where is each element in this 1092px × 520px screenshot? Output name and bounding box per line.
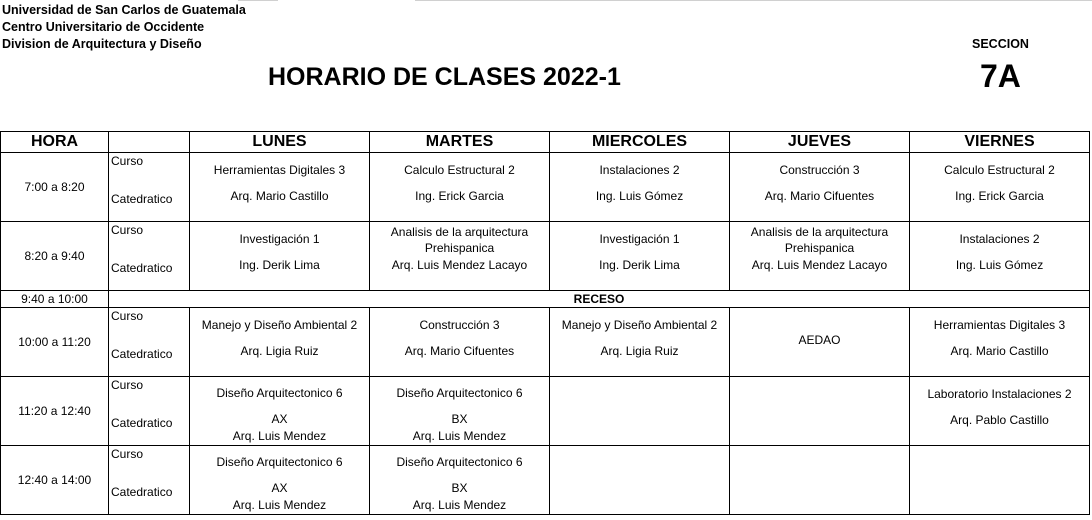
class-cell-martes [370,377,550,446]
instructor-line: Arq. Ligia Ruiz [240,344,319,358]
col-header-jueves: JUEVES [730,132,910,153]
time-slot: 11:20 a 12:40 [1,377,109,446]
course-name: Herramientas Digitales 3 [213,163,346,177]
class-cell-lunes [190,222,370,291]
time-slot: 7:00 a 8:20 [1,153,109,222]
instructor-line: Arq. Mario Castillo [230,189,329,203]
receso-label: RECESO [109,291,1090,308]
course-name: Investigación 1 [599,232,680,246]
class-cell-martes [370,153,550,222]
class-cell-jueves [730,377,910,446]
course-name: AEDAO [798,333,841,347]
table-row [1,222,1090,291]
time-slot: 12:40 a 14:00 [1,446,109,515]
top-divider [238,0,278,1]
course-name: Diseño Arquitectonico 6 [396,386,523,400]
course-name: Construcción 3 [779,163,860,177]
course-name: Analisis de la arquitectura [750,225,889,239]
class-cell-lunes [190,377,370,446]
catedratico-label: Catedratico [111,261,173,275]
table-row [1,153,1090,222]
course-name: Laboratorio Instalaciones 2 [927,387,1072,401]
instructor-line: Arq. Pablo Castillo [950,413,1049,427]
curso-label: Curso [111,309,144,323]
class-cell-viernes [910,222,1090,291]
class-cell-miercoles [550,222,730,291]
instructor-line: Arq. Mario Cifuentes [404,344,515,358]
instructor-line: Ing. Erick Garcia [955,189,1044,203]
receso-row [1,291,1090,308]
catedratico-label: Catedratico [111,192,173,206]
class-cell-miercoles [550,153,730,222]
row-label [109,153,190,222]
class-cell-lunes [190,308,370,377]
instructor-line: Arq. Luis Mendez [232,429,327,443]
time-slot: 8:20 a 9:40 [1,222,109,291]
instructor-line: Prehispanica [424,241,495,255]
course-name: Construcción 3 [419,318,500,332]
center-name: Centro Universitario de Occidente [2,20,205,34]
instructor-line: BX [451,481,468,495]
instructor-line: Arq. Luis Mendez [412,429,507,443]
class-cell-viernes [910,446,1090,515]
instructor-line: Ing. Derik Lima [599,258,680,272]
class-cell-martes [370,308,550,377]
col-header-miercoles: MIERCOLES [550,132,730,153]
curso-label: Curso [111,154,144,168]
col-header-viernes: VIERNES [910,132,1090,153]
instructor-line: Ing. Luis Gómez [955,258,1044,272]
course-name: Manejo y Diseño Ambiental 2 [561,318,718,332]
class-cell-lunes [190,153,370,222]
time-slot: 9:40 a 10:00 [1,291,109,308]
class-cell-lunes [190,446,370,515]
instructor-line: AX [271,481,288,495]
header-row [1,132,1090,153]
class-cell-miercoles [550,308,730,377]
course-name: Diseño Arquitectonico 6 [216,455,343,469]
course-name: Calculo Estructural 2 [944,163,1055,177]
catedratico-label: Catedratico [111,416,173,430]
curso-label: Curso [111,223,144,237]
course-name: Manejo y Diseño Ambiental 2 [201,318,358,332]
class-cell-jueves [730,222,910,291]
col-header-label [109,132,190,153]
row-label [109,222,190,291]
instructor-line: Ing. Luis Gómez [595,189,684,203]
instructor-line: Arq. Luis Mendez Lacayo [751,258,888,272]
row-label [109,446,190,515]
catedratico-label: Catedratico [111,485,173,499]
catedratico-label: Catedratico [111,347,173,361]
class-cell-viernes [910,377,1090,446]
col-header-martes: MARTES [370,132,550,153]
instructor-line: Arq. Luis Mendez [412,498,507,512]
instructor-line: Arq. Luis Mendez Lacayo [391,258,528,272]
instructor-line: Prehispanica [784,241,855,255]
course-name: Instalaciones 2 [959,232,1040,246]
instructor-line: Ing. Erick Garcia [415,189,504,203]
col-header-hora: HORA [1,132,109,153]
row-label [109,308,190,377]
university-name: Universidad de San Carlos de Guatemala [2,3,246,17]
seccion-label: SECCION [972,37,1029,51]
top-divider [415,0,1092,1]
col-header-lunes: LUNES [190,132,370,153]
instructor-line: Arq. Mario Castillo [950,344,1049,358]
table-row [1,308,1090,377]
instructor-line: Arq. Mario Cifuentes [764,189,875,203]
time-slot: 10:00 a 11:20 [1,308,109,377]
class-cell-miercoles [550,377,730,446]
class-cell-viernes [910,153,1090,222]
row-label [109,377,190,446]
course-name: Analisis de la arquitectura [390,225,529,239]
page-title: HORARIO DE CLASES 2022-1 [268,63,621,91]
instructor-line: AX [271,412,288,426]
schedule-table [0,131,1090,515]
instructor-line: BX [451,412,468,426]
course-name: Instalaciones 2 [599,163,680,177]
curso-label: Curso [111,378,144,392]
class-cell-jueves [730,446,910,515]
curso-label: Curso [111,447,144,461]
class-cell-jueves [730,153,910,222]
instructor-line: Ing. Derik Lima [239,258,320,272]
instructor-line: Arq. Luis Mendez [232,498,327,512]
class-cell-martes [370,446,550,515]
table-row [1,446,1090,515]
course-name: Calculo Estructural 2 [404,163,515,177]
class-cell-miercoles [550,446,730,515]
seccion-value: 7A [980,58,1021,94]
class-cell-viernes [910,308,1090,377]
course-name: Diseño Arquitectonico 6 [216,386,343,400]
course-name: Herramientas Digitales 3 [933,318,1066,332]
table-row [1,377,1090,446]
course-name: Investigación 1 [239,232,320,246]
division-name: Division de Arquitectura y Diseño [2,37,202,51]
course-name: Diseño Arquitectonico 6 [396,455,523,469]
class-cell-jueves [730,308,910,377]
class-cell-martes [370,222,550,291]
instructor-line: Arq. Ligia Ruiz [600,344,679,358]
